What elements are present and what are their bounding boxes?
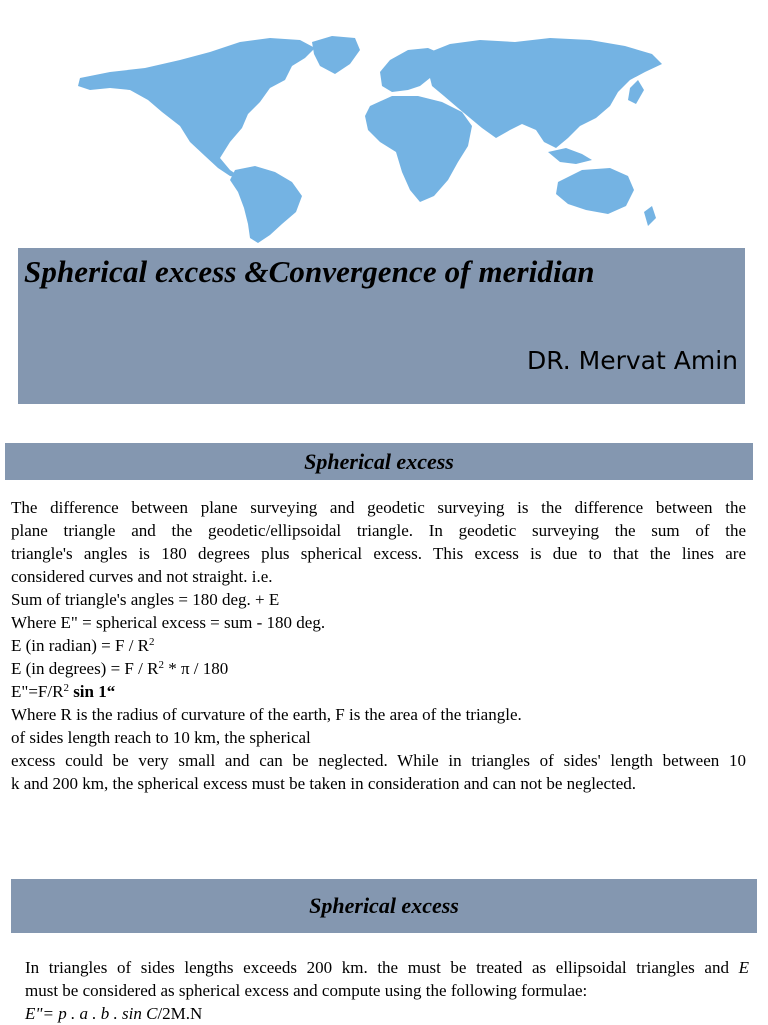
- superscript: 2: [149, 636, 155, 648]
- section-body: [11, 496, 746, 795]
- text-line: k and 200 km, the spherical excess must be taken in consideration and can not be neglected.: [11, 774, 637, 793]
- text-line: Sum of triangle's angles = 180 deg. + E: [11, 590, 280, 609]
- text-line: plane triangle and the geodetic/ellipsoidal triangle. In geodetic surveying the sum of the: [11, 521, 746, 540]
- text-line: considered curves and not straight. i.e.: [11, 567, 273, 586]
- section-body: [25, 956, 749, 1025]
- text-segment: In triangles of sides lengths exceeds 200 km. the must be treated as ellipsoidal triangles and: [25, 958, 739, 977]
- formula-text: E"=F/R: [11, 682, 64, 701]
- formula-text: * π / 180: [163, 659, 229, 678]
- formula-text: E"= p . a . b . sin C: [25, 1004, 158, 1023]
- formula-line: [11, 634, 746, 657]
- section-heading: Spherical excess: [304, 448, 454, 474]
- text-line: of sides length reach to 10 km, the spherical: [11, 728, 311, 747]
- formula-text: E (in radian) = F / R: [11, 636, 150, 655]
- formula-text: E (in degrees) = F / R: [11, 659, 159, 678]
- page-title: Spherical excess &Convergence of meridian: [24, 254, 595, 289]
- section-heading-bar: [5, 443, 753, 480]
- text-line: The difference between plane surveying and geodetic surveying is the difference between the: [11, 498, 746, 517]
- text-line: Where R is the radius of curvature of the earth, F is the area of the triangle.: [11, 705, 522, 724]
- formula-line: [11, 657, 746, 680]
- section-heading: Spherical excess: [309, 893, 459, 918]
- superscript: 2: [158, 659, 164, 671]
- text-line: Where E" = spherical excess = sum - 180 deg.: [11, 613, 326, 632]
- superscript: 2: [63, 682, 69, 694]
- text-segment: E: [738, 958, 749, 977]
- formula-line: [25, 1002, 749, 1025]
- formula-line: [11, 680, 746, 703]
- text-line: [25, 956, 749, 979]
- section-heading-bar: [11, 879, 757, 933]
- author-name: DR. Mervat Amin: [527, 346, 738, 375]
- formula-text: /2M.N: [157, 1004, 203, 1023]
- text-line: must be considered as spherical excess and compute using the following formulae:: [25, 981, 588, 1000]
- formula-text: sin 1“: [68, 682, 116, 701]
- title-banner: [18, 248, 745, 404]
- text-line: excess could be very small and can be neglected. While in triangles of sides' length between 10: [11, 751, 746, 770]
- world-map-icon: [70, 30, 670, 245]
- text-line: triangle's angles is 180 degrees plus spherical excess. This excess is due to that the lines are: [11, 544, 746, 563]
